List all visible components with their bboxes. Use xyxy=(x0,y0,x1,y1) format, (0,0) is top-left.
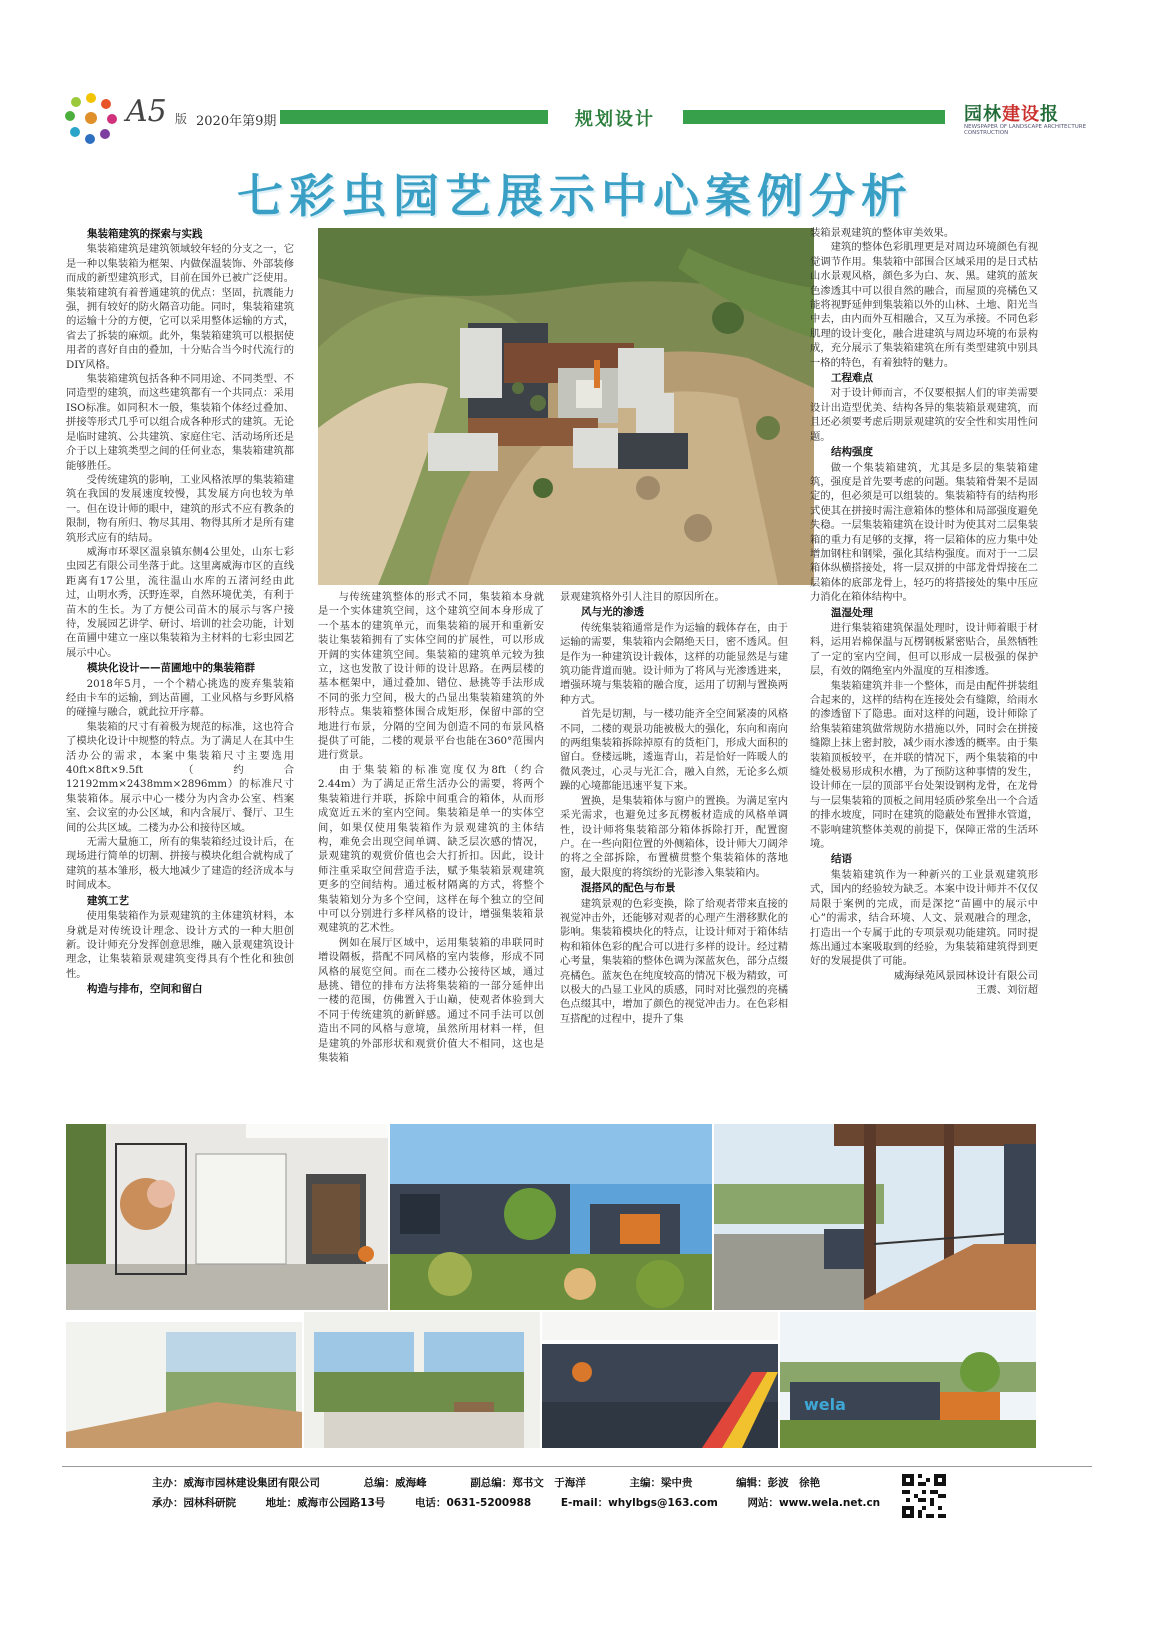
issue-label: 2020年第9期 xyxy=(196,114,277,129)
paper-name: 园林建设报 xyxy=(964,104,1059,125)
paragraph: 进行集装箱建筑保温处理时，设计师着眼于材料，运用岩棉保温与瓦楞钢板紧密贴合，虽然牺牲了一定的室内空间，但可以形成一层极强的保护层，有效的隔绝室内外温度的互相渗透。 xyxy=(810,621,1038,678)
sponsor: 威海市园林建设集团有限公司 xyxy=(183,1477,320,1489)
deputy-key: 副总编： xyxy=(470,1477,513,1489)
editors-key: 编辑： xyxy=(736,1477,768,1489)
flower-logo-icon xyxy=(62,88,120,146)
photo-container-stair xyxy=(542,1312,778,1448)
subheading: 建筑工艺 xyxy=(87,894,129,907)
paragraph: 由于集装箱的标准宽度仅为8ft（约合2.44m）为了满足正常生活办公的需要，将两个集装箱进行并联，拆除中间重合的箱体，从而形成宽近五米的室内空间。集装箱是单一的实体空间，如果仅使用集装箱作为景观建筑的主体结构，难免会出现空间单调、缺乏层次感的情况，景观建筑的观赏价值也会大打折扣。因此，设计师注重采取空间营造手法，赋予集装箱景观建筑更多的空间结构。通过板材隔离的方式，将整个集装箱划分为多个空间，这样在每个独立的空间中可以分别进行多样风格的设计，增强集装箱景观建筑的艺术性。 xyxy=(318,763,544,935)
paragraph: 无需大量施工，所有的集装箱经过设计后，在现场进行简单的切割、拼接与模块化组合就构成了建筑的基本雏形，极大地减少了建造的经济成本与时间成本。 xyxy=(66,836,294,892)
paragraph: 集装箱建筑包括各种不同用途、不同类型、不同造型的建筑，而这些建筑都有一个共同点：采用ISO标准。如同积木一般，集装箱个体经过叠加、拼接等形式几乎可以组合成各种形式的建筑。无论是临时建筑、公共建筑、家庭住宅、活动场所还是介于以上建筑类型之间的任何业态，集装箱建筑都能够胜任。 xyxy=(66,373,294,472)
photo-meeting-room xyxy=(66,1312,302,1448)
paragraph: 集装箱的尺寸有着极为规范的标准，这也符合了模块化设计中规整的特点。为了满足人在其中生活办公的需求，本案中集装箱尺寸主要选用40ft×8ft×9.5ft（约合12192mm×2438mm×2896mm）的标准尺寸集装箱体。展示中心一楼分为内含办公室、档案室、会议室的办公区域，和内含展厅、餐厅、卫生间的公共区域。二楼为办公和接待区域。 xyxy=(66,720,294,834)
article-column-3 xyxy=(560,590,788,1118)
paragraph: 与传统建筑整体的形式不同，集装箱本身就是一个实体建筑空间，这个建筑空间本身形成了一个基本的建筑单元，而集装箱的展开和重新安装让集装箱拥有了实体空间的扩展性，可以形成开阔的实体建筑空间。集装箱的建筑单元较为独立，这也发散了设计师的设计思路。在两层楼的基本框架中，通过叠加、错位、悬挑等手法形成不同的张力空间，极大的凸显出集装箱建筑的外形特点。集装箱整体围合成矩形，保留中部的空地进行布景，分隔的空间为创造不同的布景风格提供了可能，二楼的观景平台也能在360°范围内进行赏景。 xyxy=(318,591,544,762)
author-names: 王震、刘衍超 xyxy=(976,984,1038,997)
phone-key: 电话： xyxy=(414,1497,447,1509)
photo-wooden-deck xyxy=(714,1124,1036,1310)
sponsor-key: 主办： xyxy=(152,1477,184,1489)
subheading: 结构强度 xyxy=(831,446,873,459)
footer-line-1 xyxy=(152,1475,892,1490)
header-rule-left xyxy=(280,110,548,124)
article-column-4 xyxy=(810,226,1038,1120)
headline: 七彩虫园艺展示中心案例分析 xyxy=(237,169,913,223)
paragraph: 使用集装箱作为景观建筑的主体建筑材料，本身就是对传统设计理念、设计方式的一种大胆创新。设计师充分发挥创意思维，融入景观建筑设计理念，让集装箱景观建筑变得具有个性化和独创性。 xyxy=(66,910,294,980)
editors: 彭波 徐艳 xyxy=(767,1477,821,1489)
qr-code-icon xyxy=(902,1474,946,1518)
photo-exterior-garden xyxy=(390,1124,712,1310)
subheading: 集装箱建筑的探索与实践 xyxy=(87,228,203,240)
photo-interior-exhibit xyxy=(66,1124,388,1310)
chief-editor: 威海峰 xyxy=(395,1477,427,1489)
masthead xyxy=(62,88,1092,146)
email-key: E-mail： xyxy=(560,1497,609,1509)
page-suffix: 版 xyxy=(175,112,188,126)
paragraph: 集装箱建筑并非一个整体，而是由配件拼装组合起来的，这样的结构在连接处会有缝隙，给雨水的渗透留下了隐患。面对这样的问题，设计师除了给集装箱建筑做常规防水措施以外，同时会在拼接缝隙上抹上密封胶，减少雨水渗透的概率。由于集装箱顶板较平，在并联的情况下，两个集装箱的中缝处极易形成积水槽，为了预防这种事情的发生，设计师在一层的顶部平台处架设钢构龙骨，在龙骨与一层集装箱的顶板之间用轻质砂浆垒出一个合适的排水坡度，同时在建筑的隐蔽处布置排水管道，不影响建筑整体美观的前提下，保障正常的生活环境。 xyxy=(810,679,1038,851)
footer-rule xyxy=(62,1466,1092,1467)
paragraph: 景观建筑格外引人注目的原因所在。 xyxy=(560,591,725,603)
address-key: 地址： xyxy=(265,1497,298,1509)
header-rule-right xyxy=(683,110,945,124)
subheading: 混搭风的配色与布景 xyxy=(581,882,676,895)
subheading: 工程难点 xyxy=(831,372,873,385)
subheading: 温湿处理 xyxy=(831,606,873,619)
author-company: 威海绿苑风景园林设计有限公司 xyxy=(893,969,1038,982)
photo-window-view xyxy=(304,1312,540,1448)
paragraph: 传统集装箱通常是作为运输的载体存在，由于运输的需要，集装箱内会隔绝天日，密不透风。但是作为一种建筑设计载体，这样的功能显然是与建筑功能背道而驰。设计师为了将风与光渗透进来，增强环境与集装箱的融合度，运用了切割与置换两种方式。 xyxy=(560,621,788,706)
editor-in-chief: 梁中贵 xyxy=(660,1477,693,1489)
paragraph: 置换，是集装箱体与窗户的置换。为满足室内采光需求，也避免过多瓦楞板材造成的风格单调性，设计师将集装箱部分箱体拆除打开，配置窗户。在一些向阳位置的外侧箱体，设计师大刀阔斧的将之全部拆除，布置横贯整个集装箱体的落地窗，最大限度的将缤纷的光影渗入集装箱内。 xyxy=(560,794,788,879)
footer-line-2 xyxy=(152,1495,892,1510)
paragraph: 2018年5月，一个个精心挑选的废弃集装箱经由卡车的运输，到达苗圃，工业风格与乡野风格的碰撞与融合，就此拉开序幕。 xyxy=(66,677,294,719)
editor-in-chief-key: 主编： xyxy=(629,1477,661,1489)
paragraph: 建筑景观的色彩变换，除了给观者带来直接的视觉冲击外，还能够对观者的心理产生潜移默化的影响。集装箱模块化的特点，让设计师对于箱体结构和箱体色彩的配合可以进行多样的设计。经过精心考量，集装箱的整体色调为深蓝灰色，部分点缀亮橘色。蓝灰色在纯度较高的情况下极为精致，可以极大的凸显工业风的质感，同时对比强烈的亮橘色点缀其中，增加了颜色的视觉冲击力。在色彩相互搭配的过程中，提升了集 xyxy=(560,897,788,1025)
subheading: 模块化设计——苗圃地中的集装箱群 xyxy=(87,662,255,675)
deputy-editor: 郑书文 于海洋 xyxy=(512,1477,586,1489)
address: 威海市公园路13号 xyxy=(297,1497,386,1509)
website: www.wela.net.cn xyxy=(778,1497,881,1509)
paragraph: 首先是切割，与一楼功能齐全空间紧凑的风格不同，二楼的观景功能被极大的强化，东向和南向的两组集装箱拆除掉原有的货柜门，形成大面积的留白。登楼远眺，逶迤青山，若是恰好一阵暖人的微风袭过，心灵与光汇合，融入自然，无论多么烦躁的心境都能迅速平复下来。 xyxy=(560,708,788,793)
article-column-2 xyxy=(318,590,544,1118)
subheading: 风与光的渗透 xyxy=(581,606,644,619)
phone: 0631-5200988 xyxy=(446,1497,532,1509)
paper-subtitle: NEWSPAPER OF LANDSCAPE ARCHITECTURE CONSTRUCTION xyxy=(964,124,1087,136)
email: whylbgs@163.com xyxy=(608,1497,718,1509)
paragraph: 集装箱建筑作为一种新兴的工业景观建筑形式，国内的经验较为缺乏。本案中设计师并不仅仅局限于案例的完成，而是深挖“苗圃中的展示中心”的需求，结合环境、人文、景观融合的理念，打造出一个专属于此的专项景观功能建筑。同时提炼出通过本案吸取到的经验，为集装箱建筑得到更好的发展提供了可能。 xyxy=(810,868,1038,968)
photo-container-signage xyxy=(780,1312,1036,1448)
paragraph: 对于设计师而言，不仅要根据人们的审美需要设计出造型优美、结构各异的集装箱景观建筑，而且还必须要考虑后期景观建筑的安全性和实用性问题。 xyxy=(810,387,1038,443)
chief-editor-key: 总编： xyxy=(363,1477,396,1489)
paragraph: 装箱景观建筑的整体审美效果。 xyxy=(810,227,955,239)
page-number: A5 xyxy=(126,94,167,129)
paragraph: 威海市环翠区温泉镇东侧4公里处，山东七彩虫园艺有限公司坐落于此。这里离威海市区的直线距离有17公里，流往温山水库的五渚河经由此过，山明水秀，沃野连翠，自然环境优美，有利于苗木的生长。为了方便公司苗木的展示与客户接待，发展园艺讲学、研讨、培训的社会功能，计划在苗圃中建立一座以集装箱为主材料的七彩虫园艺展示中心。 xyxy=(66,545,294,659)
paragraph: 建筑的整体色彩肌理更是对周边环境颜色有视觉调节作用。集装箱中部围合区域采用的是日式枯山水景观风格，颜色多为白、灰、黑。建筑的蓝灰色渗透其中可以很自然的融合，而屋顶的亮橘色又能将视野延伸到集装箱以外的山林、土地、阳光当中去，由内而外互相融合，又互为承接。不同色彩肌理的设计变化，融合进建筑与周边环境的布景构成，充分展示了集装箱建筑在所有类型建筑中别具一格的特色，有着独特的魅力。 xyxy=(810,241,1038,369)
section-title: 规划设计 xyxy=(575,109,655,130)
subheading: 构造与排布，空间和留白 xyxy=(87,983,203,996)
photo-sign-text: wela xyxy=(804,1395,846,1414)
organizer-key: 承办： xyxy=(152,1497,184,1509)
paragraph: 做一个集装箱建筑，尤其是多层的集装箱建筑，强度是首先要考虑的问题。集装箱骨架不是固定的，但必须是可以组装的。集装箱特有的结构形式使其在拼接时需注意箱体的整体和局部强度避免失稳。一层集装箱建筑在设计时为使其对二层集装箱的重力有足够的支撑，将一层箱体的应力集中处增加钢柱和钢梁，强化其结构强度。而对于一二层箱体纵横搭接处，将一层双拼的中部龙骨焊接在二层箱体的底部龙骨上，轻巧的将搭接处的集中压应力消化在箱体结构中。 xyxy=(810,461,1038,604)
paragraph: 例如在展厅区域中，运用集装箱的串联同时增设隔板，搭配不同风格的室内装修，形成不同风格的展览空间。而在二楼办公接待区域，通过悬挑、错位的排布方法将集装箱的一部分延伸出一楼的范围，仿佛置入于山巅，使观者体验到大不同于传统建筑的新鲜感。通过不同手法可以创造出不同的风格与意境，虽然所用材料一样，但是建筑的外部形状和观赏价值大不相同，这也是集装箱 xyxy=(318,936,544,1064)
website-key: 网站： xyxy=(747,1497,779,1509)
paragraph: 集装箱建筑是建筑领域较年轻的分支之一，它是一种以集装箱为框架、内做保温装饰、外部装修而成的新型建筑形式，目前在国外已被广泛使用。集装箱建筑有着普通建筑的优点：坚固，抗震能力强，拥有较好的防火隔音功能。同时，集装箱建筑的运输十分的方便，它可以采用整体运输的方式，省去了拆装的麻烦。此外，集装箱建筑可以根据使用者的喜好自由的叠加，十分贴合当今时代流行的DIY风格。 xyxy=(66,243,294,371)
aerial-photo xyxy=(318,228,814,585)
article-column-1 xyxy=(66,226,294,1238)
paragraph: 受传统建筑的影响，工业风格浓厚的集装箱建筑在我国的发展速度较慢，其发展方向也较为单一。但在设计师的眼中，建筑的形式不应有教条的限制，物有所归、物尽其用、物得其所才是所有建筑形式应有的结局。 xyxy=(66,473,294,544)
organizer: 园林科研院 xyxy=(183,1497,236,1509)
subheading: 结语 xyxy=(831,853,852,866)
